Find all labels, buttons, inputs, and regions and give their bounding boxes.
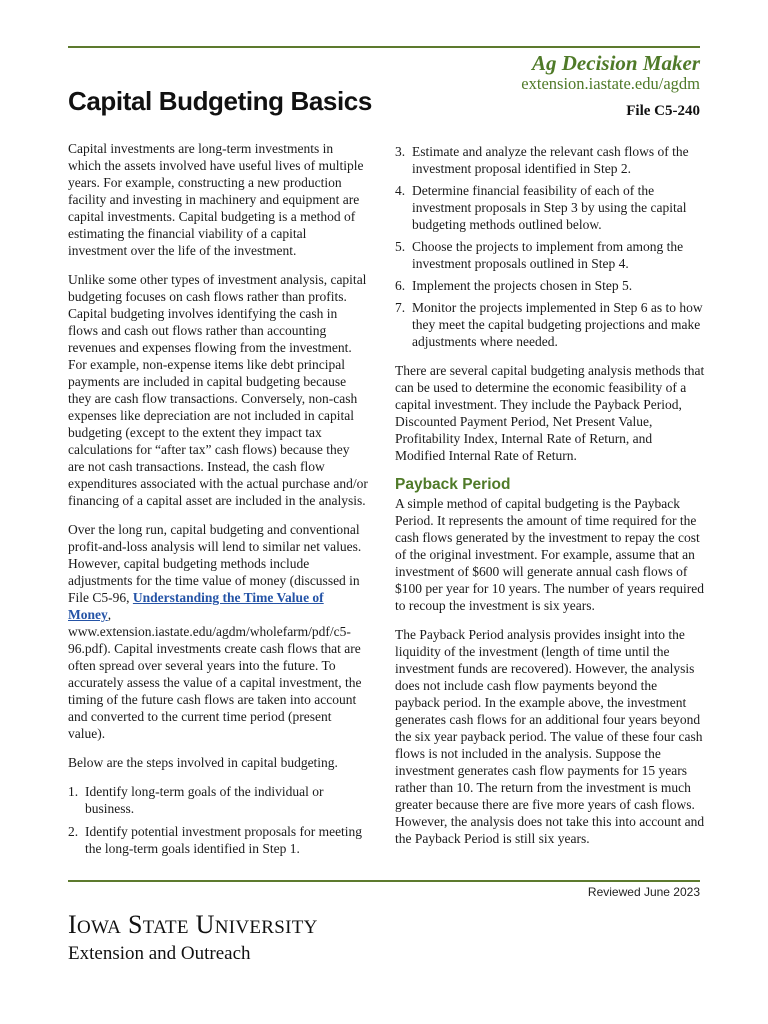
left-column xyxy=(68,140,368,869)
payback-definition-paragraph: A simple method of capital budgeting is the Payback Period. It represents the amount of time required for the cash flows generated by the investment to repay the cost of the original investment. For example, assume that an investment of $600 will generate annual cash flows of $100 per year for 10 years. The number of years required to recoup the investment is six years. xyxy=(395,496,705,613)
payback-period-heading: Payback Period xyxy=(395,476,511,493)
step-text: Identify potential investment proposals for meeting the long-term goals identified in Step 1. xyxy=(85,824,363,856)
step-number: 2. xyxy=(68,824,79,839)
steps-list-left xyxy=(68,783,368,857)
step-text: Choose the projects to implement from among the investment proposals outlined in Step 4. xyxy=(412,239,684,271)
cash-flow-paragraph: Unlike some other types of investment analysis, capital budgeting focuses on cash flows rather than profits. Capital budgeting involves identifying the cash in flows and cash out flows rather than accounting revenues and expenses flowing from the investment. For example, non-expense items like debt principal payments are included in capital budgeting because they are cash flow transactions. Conversely, non-cash expenses like depreciation are not included in capital budgeting (except to the extent they impact tax calculations for “after tax” cash flows) because they are not cash transactions. Instead, the cash flow expenditures associated with the actual purchase and/or financing of a capital asset are included in the analysis. xyxy=(68,272,368,508)
list-item xyxy=(395,182,705,233)
step-number: 7. xyxy=(395,300,406,315)
brand-title: Ag Decision Maker xyxy=(532,51,700,75)
steps-intro: Below are the steps involved in capital budgeting. xyxy=(68,755,338,770)
steps-list-right xyxy=(395,143,705,350)
reviewed-date: Reviewed June 2023 xyxy=(587,885,700,899)
list-item xyxy=(68,823,368,857)
list-item xyxy=(395,143,705,177)
step-text: Determine financial feasibility of each of the investment proposals in Step 3 by using the capital budgeting methods outlined below. xyxy=(412,183,687,232)
list-item xyxy=(68,783,368,817)
brand-url[interactable]: extension.iastate.edu/agdm xyxy=(521,74,700,93)
isu-logo xyxy=(68,910,318,965)
step-text: Implement the projects chosen in Step 5. xyxy=(412,278,633,293)
time-value-paragraph xyxy=(68,521,368,742)
step-number: 6. xyxy=(395,278,406,293)
intro-paragraph: Capital investments are long-term investments in which the assets involved have useful lives of multiple years. For example, constructing a new production facility and investing in machinery and equipment are capital investments. Capital budgeting is a method of estimating the financial viability of a capital investment over the life of the investment. xyxy=(68,141,364,258)
list-item xyxy=(395,277,705,294)
step-number: 3. xyxy=(395,144,406,159)
right-column xyxy=(395,143,705,859)
payback-analysis-paragraph: The Payback Period analysis provides insight into the liquidity of the investment (length of time until the investment funds are recovered). However, the analysis does not include cash flow payments beyond the payback period. In the example above, the investment generates cash flows for an additional four years beyond the six year payback period. The value of these four cash flows is not included in the analysis. Suppose the investment generates cash flow payments for 15 years rather than 10. The return from the investment is much greater because there are five more years of cash flows. However, the analysis does not take this into account and the Payback Period is still six years. xyxy=(395,627,705,846)
time-value-text-after: , www.extension.iastate.edu/agdm/wholefarm/pdf/c5-96.pdf). Capital investments create cash flows that are often spread over several years into the future. To accurately assess the value of a capital investment, the timing of the future cash flows are taken into account and converted to the current time period (present value). xyxy=(68,607,362,741)
isu-wordmark: IOWA STATE UNIVERSITY xyxy=(68,910,318,939)
step-text: Identify long-term goals of the individual or business. xyxy=(85,784,324,816)
step-number: 1. xyxy=(68,784,79,799)
step-number: 5. xyxy=(395,239,406,254)
list-item xyxy=(395,238,705,272)
time-value-text-before: Over the long run, capital budgeting and conventional profit-and-loss analysis will lend to similar net values. However, capital budgeting methods include adjustments for the time value of money (discussed in File C5-96, xyxy=(68,522,362,605)
methods-paragraph: There are several capital budgeting analysis methods that can be used to determine the economic feasibility of a capital investment. They include the Payback Period, Discounted Payment Period, Net Present Value, Profitability Index, Internal Rate of Return, and Modified Internal Rate of Return. xyxy=(395,363,705,463)
header-rule xyxy=(68,46,700,48)
step-number: 4. xyxy=(395,183,406,198)
step-text: Estimate and analyze the relevant cash flows of the investment proposal identified in Step 2. xyxy=(412,144,689,176)
page-title: Capital Budgeting Basics xyxy=(68,86,372,116)
step-text: Monitor the projects implemented in Step 6 as to how they meet the capital budgeting projections and make adjustments where needed. xyxy=(412,300,703,349)
file-number: File C5-240 xyxy=(626,103,700,119)
brand-block xyxy=(521,51,700,93)
time-value-of-money-link[interactable]: Understanding the Time Value of Money xyxy=(68,590,324,622)
isu-subtitle: Extension and Outreach xyxy=(68,943,251,964)
list-item xyxy=(395,299,705,350)
footer-rule xyxy=(68,880,700,882)
